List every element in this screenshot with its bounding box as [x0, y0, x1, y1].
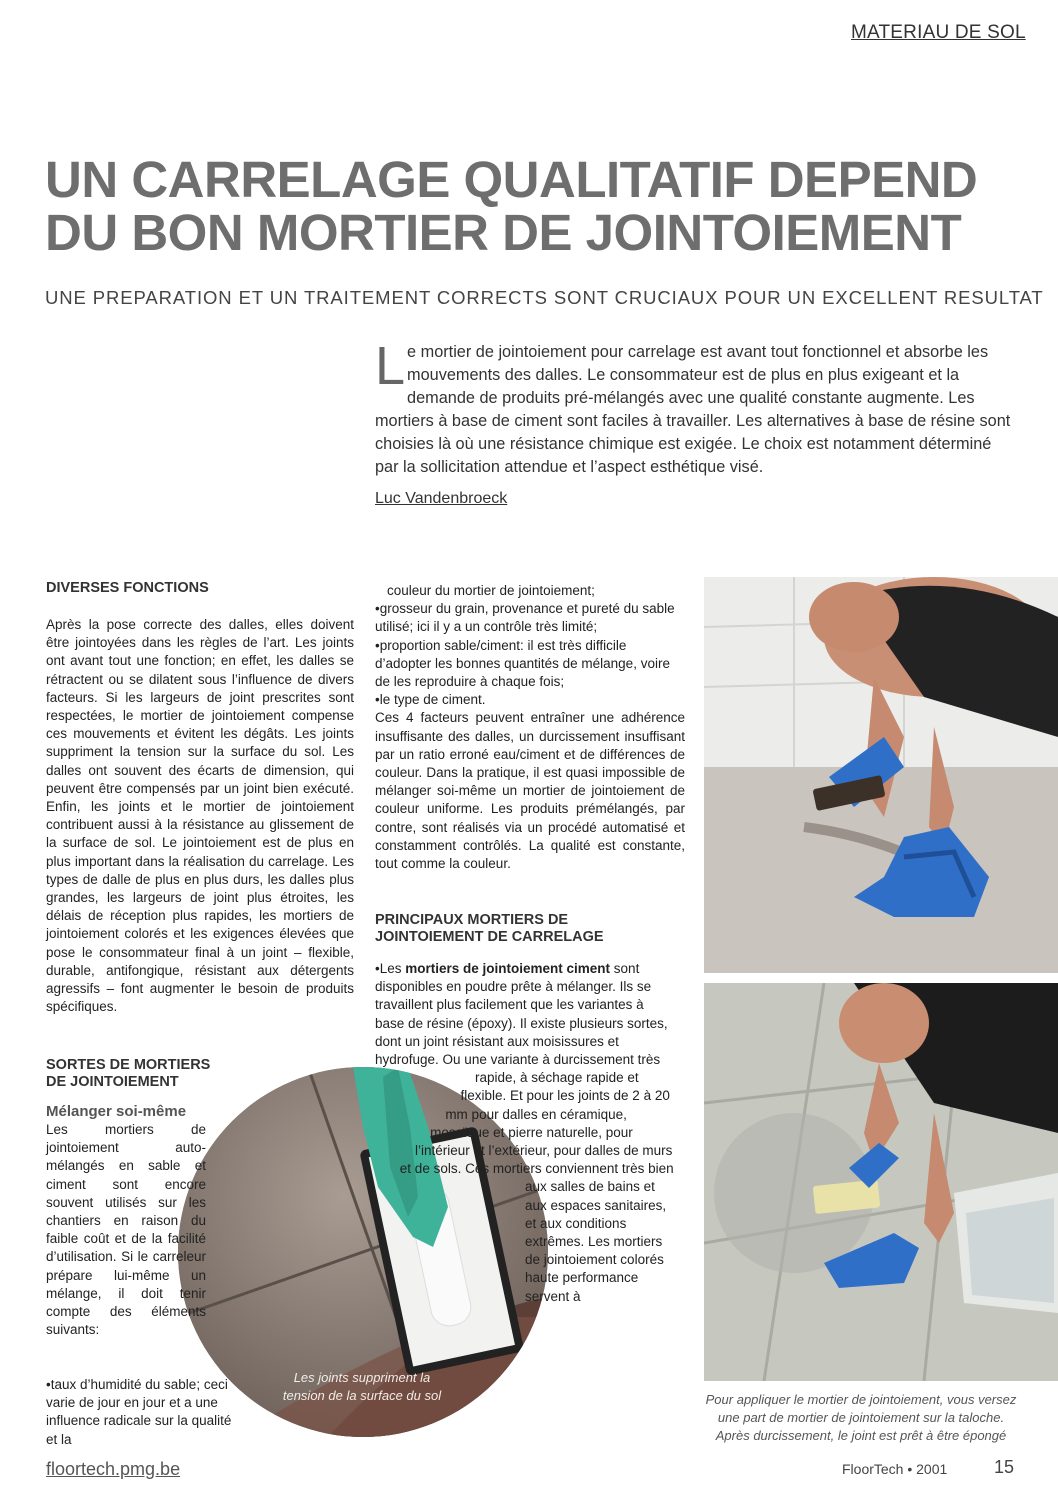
col2-body [375, 582, 685, 873]
princ-prefix: •Les [375, 961, 406, 976]
subtitle: UNE PREPARATION ET UN TRAITEMENT CORRECTS SONT CRUCIAUX POUR UN EXCELLENT RESULTAT [45, 287, 1044, 308]
photo-top-right [704, 577, 1058, 973]
col2-bullet-grain: •grosseur du grain, provenance et pureté du sable utilisé; ici il y a un contrôle très limité; [375, 601, 675, 635]
col2-bullet-ciment: •le type de ciment. [375, 692, 486, 708]
col2-continuation: couleur du mortier de jointoiement; [387, 583, 595, 598]
page-number: 15 [994, 1457, 1015, 1477]
bullet-humidite: •taux d’humidité du sable; ceci varie de jour en jour et a une influence radicale sur la qualité et la [46, 1377, 232, 1447]
heading-sortes-line2: DE JOINTOIEMENT [46, 1074, 179, 1090]
title-line-2: DU BON MORTIER DE JOINTOIEMENT [45, 204, 962, 261]
principaux-paragraph [375, 960, 675, 1480]
footer-issue: FloorTech • 2001 [842, 1461, 948, 1477]
col2-bullet-proportion: •proportion sable/ciment: il est très difficile d’adopter les bonnes quantités de mélange, voire de les reproduire à chaque fois; [375, 637, 670, 690]
princ-bold: mortiers de jointoiement ciment [405, 961, 611, 976]
col1-body-melanger: Les mortiers de jointoiement auto-mélangés en sable et ciment sont encore souvent utilisés sur les chantiers en raison du faible coût et de la facilité d’utilisation. Si le carreleur prépare lui-même un mélange, il doit tenir compte des éléments suivants: [46, 1122, 206, 1338]
photo-bottom-svg [704, 983, 1058, 1381]
heading-sortes-line1: SORTES DE MORTIERS [46, 1057, 211, 1073]
caption-right: Pour appliquer le mortier de jointoiement, vous versez une part de mortier de jointoiement sur la taloche. Après durcissement, le joint est prêt à être épongé [705, 1392, 1017, 1443]
footer-url[interactable]: floortech.pmg.be [46, 1459, 181, 1479]
intro-paragraph [375, 336, 1015, 479]
drop-cap: L [375, 336, 406, 396]
author-name: Luc Vandenbroeck [375, 490, 508, 507]
text-wrap-spacer-2 [375, 1190, 525, 1480]
intro-text: e mortier de jointoiement pour carrelage est avant tout fonctionnel et absorbe les mouvements des dalles. Le consommateur est de plus en plus exigeant et la demande de produits pré-mélangés avec une qualité constante augmente. Les mortiers à base de ciment sont faciles à travailler. Les alternatives à base de résine sont choisies là où une résistance chimique est exigée. Le choix est notamment déterminé par la sollicitation attendue et l’aspect esthétique visé. [375, 343, 1011, 476]
col2-paragraph: Ces 4 facteurs peuvent entraîner une adhérence insuffisante des dalles, un durcissement insuffisant par un ratio erroné eau/ciment et de différences de couleur. Dans la pratique, il est quasi impossible de mélanger soi-même un mortier de jointoiement de couleur uniforme. Les produits prémélangés, par contre, sont réalisés via un procédé automatisé et constamment contrôlés. La qualité est constante, tout comme la couleur. [375, 710, 685, 872]
col1-body: Après la pose correcte des dalles, elles doivent être jointoyées dans les règles de l’art. Les joints ont avant tout une fonction; en effet, les dalles se rétractent ou se dilatent sous l’influence de divers facteurs. Si les largeurs de joint prescrites sont respectées, le mortier de jointoiement compense ces mouvements et évitent les dégâts. Les joints suppriment la tension sur la surface du sol. Les dalles ont souvent des écarts de dimension, qui peuvent être compensés par un joint bien exécuté. Enfin, les joints et le mortier de jointoiement contribuent aussi à la résistance au glissement de la surface de sol. Le jointoiement est de plus en plus important dans la réalisation du carrelage. Les types de dalle de plus en plus durs, les dalles plus grandes, les largeurs de joint plus étroites, les délais de réception plus rapides, les mortiers de jointoiement colorés et les exigences élevées que pose le consommateur final à un joint – flexible, durable, antifongique, résistant aux détergents agressifs – font augmenter le besoin de produits spécifiques. [46, 617, 354, 1015]
princ-text: sont disponibles en poudre prête à mélanger. Ils se travaillent plus facilement que les variantes à base de résine (époxy). Il existe plusieurs sortes, dont un joint résistant aux moisissures et hydrofuge. Ou une variante à durcissement très rapide, à séchage rapide et flexible. Et pour les joints de 2 à 20 mm pour dalles en céramique, mosaïque et pierre naturelle, pour l’intérieur et l’extérieur, pour dalles de murs et de sols. Ces mortiers conviennent très bien aux salles de bains et aux espaces sanitaires, et aux conditions extrêmes. Les mortiers de jointoiement colorés haute performance servent à [375, 961, 674, 1304]
subheading-melanger: Mélanger soi-même [46, 1103, 187, 1120]
caption-circle: Les joints suppriment la tension de la surface du sol [282, 1370, 442, 1403]
photo-top-svg [704, 577, 1058, 973]
heading-diverses-fonctions: DIVERSES FONCTIONS [46, 580, 209, 596]
heading-principaux-line1: PRINCIPAUX MORTIERS DE [375, 912, 569, 928]
heading-principaux-mortiers [375, 912, 604, 946]
page-title [45, 153, 977, 259]
section-tag: MATERIAU DE SOL [851, 22, 1026, 43]
heading-sortes-mortiers [46, 1057, 210, 1091]
photo-bottom-right [704, 983, 1058, 1381]
heading-principaux-line2: JOINTOIEMENT DE CARRELAGE [375, 929, 604, 945]
title-line-1: UN CARRELAGE QUALITATIF DEPEND [45, 151, 978, 208]
